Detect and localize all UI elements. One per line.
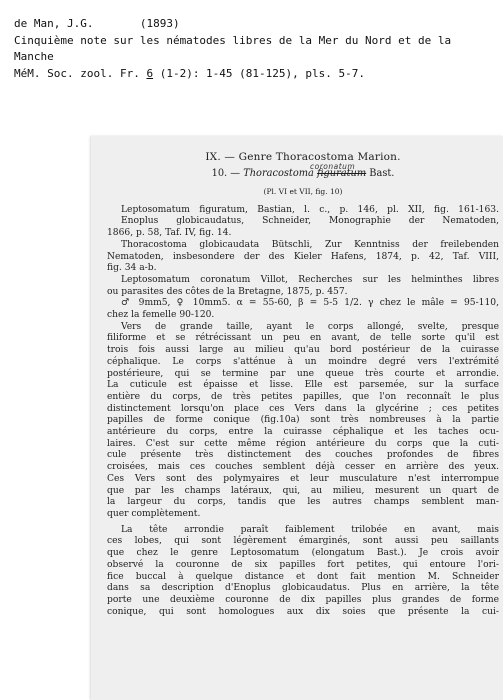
synonymy-line: fig. 34 a-b.	[107, 263, 157, 274]
citation-block	[14, 16, 494, 82]
body-line: filiforme et se rétrécissant un peu en avant, de telle sorte qu'il est	[107, 333, 499, 344]
clipping-text	[107, 150, 499, 618]
body-line: Ces Vers sont des polymyaires et leur musculature n'est interrompue	[107, 473, 499, 484]
body-line: que chez le genre Leptosomatum (elongatum Bast.). Je crois avoir	[107, 548, 499, 559]
body-line: observé la couronne de six papilles fort petites, qui entoure l'ori-	[107, 559, 499, 570]
citation-journal	[14, 66, 494, 83]
synonymy-line: Thoracostoma globicaudata Bütschli, Zur Kenntniss der freilebenden	[121, 239, 499, 250]
species-genus: Thoracostoma	[243, 168, 314, 179]
species-title-row	[107, 162, 499, 184]
genus-heading: IX. — Genre Thoracostoma Marion.	[205, 151, 401, 163]
citation-pages: (1-2): 1-45 (81-125), pls. 5-7.	[153, 66, 365, 80]
handwritten-correction: coronatum	[310, 162, 356, 171]
body-line: cule présente très distinctement des couches profondes de fibres	[107, 450, 499, 461]
citation-title-line-1: Cinquième note sur les nématodes libres de la Mer du Nord et de la	[14, 33, 452, 47]
synonymy-line: Nematoden, insbesondere der des Kieler Hafens, 1874, p. 42, Taf. VIII,	[107, 251, 499, 262]
body-line: La tête arrondie paraît faiblement trilobée en avant, mais	[121, 524, 499, 535]
citation-volume: 6	[146, 66, 154, 80]
body-line: La cuticule est épaisse et lisse. Elle est parsemée, sur la surface	[107, 380, 499, 391]
body-line: quer complètement.	[107, 508, 201, 519]
body-line: dans sa description d'Enoplus globicaudatus. Plus en arrière, la tête	[107, 583, 499, 594]
body-line: papilles de forme conique (fig.10a) sont très nombreuses à la partie	[107, 415, 499, 426]
body-line: Vers de grande taille, ayant le corps allongé, svelte, presque	[121, 321, 499, 332]
body-line: la largeur du corps, tandis que les autres champs semblent man-	[107, 497, 499, 508]
body-line: croisées, mais ces couches semblent déjà cesser en arrière des yeux.	[107, 462, 499, 473]
body-line: laires. C'est sur cette même région antérieure du corps que la cuti-	[107, 438, 499, 449]
page-clipping	[91, 136, 503, 700]
body-line: antérieure du corps, entre la cuirasse céphalique et les taches ocu-	[107, 427, 499, 438]
body-line: trois fois aussi large au milieu qu'au bord postérieur de la cuirasse	[107, 345, 499, 356]
measurements-line: chez la femelle 90-120.	[107, 310, 215, 321]
body-line: que par les champs latéraux, qui, au milieu, mesurent un quart de	[107, 485, 499, 496]
species-author: Bast.	[366, 168, 395, 179]
citation-title-line-2: Manche	[14, 50, 54, 63]
body-line: entière du corps, de très petites papilles, que l'on reconnaît le plus	[107, 391, 499, 402]
synonymy-line: ou parasites des côtes de la Bretagne, 1875, p. 457.	[107, 286, 348, 297]
body-line: fice buccal à quelque distance et dont fait mention M. Schneider	[107, 571, 499, 582]
citation-author-year: de Man, J.G. (1893)	[14, 17, 180, 30]
body-line: porte une deuxième couronne de dix papilles plus grandes de forme	[107, 594, 499, 605]
body-line: ces lobes, qui sont légèrement émarginés, sont aussi peu saillants	[107, 536, 499, 547]
species-title	[107, 168, 499, 180]
synonymy-line: Leptosomatum coronatum Villot, Recherches sur les helminthes libres	[121, 274, 499, 285]
synonymy-line: 1866, p. 58, Taf. IV, fig. 14.	[107, 228, 232, 239]
body-line: conique, qui sont homologues aux dix soies que présente la cui-	[107, 606, 499, 617]
measurements-line: ♂ 9mm5, ♀ 10mm5. α = 55-60, β = 5-5 1/2. γ chez le mâle = 95-110,	[121, 298, 499, 309]
body-line: céphalique. Le corps s'atténue à un moindre degré vers l'extrémité	[107, 356, 499, 367]
body-line: distinctement lorsqu'on place ces Vers dans la glycérine ; ces petites	[107, 403, 499, 414]
plates-reference: (Pl. VI et VII, fig. 10)	[263, 187, 343, 196]
species-struck-epithet: figuratum	[316, 168, 367, 179]
body-line: postérieure, qui se termine par une queue très courte et arrondie.	[107, 368, 499, 379]
species-number: 10. —	[211, 168, 244, 179]
synonymy-line: Leptosomatum figuratum, Bastian, l. c., p. 146, pl. XII, fig. 161-163.	[121, 204, 499, 215]
synonymy-line: Enoplus globicaudatus, Schneider, Monographie der Nematoden,	[121, 216, 499, 227]
citation-journal-name: MéM. Soc. zool. Fr.	[14, 66, 147, 80]
